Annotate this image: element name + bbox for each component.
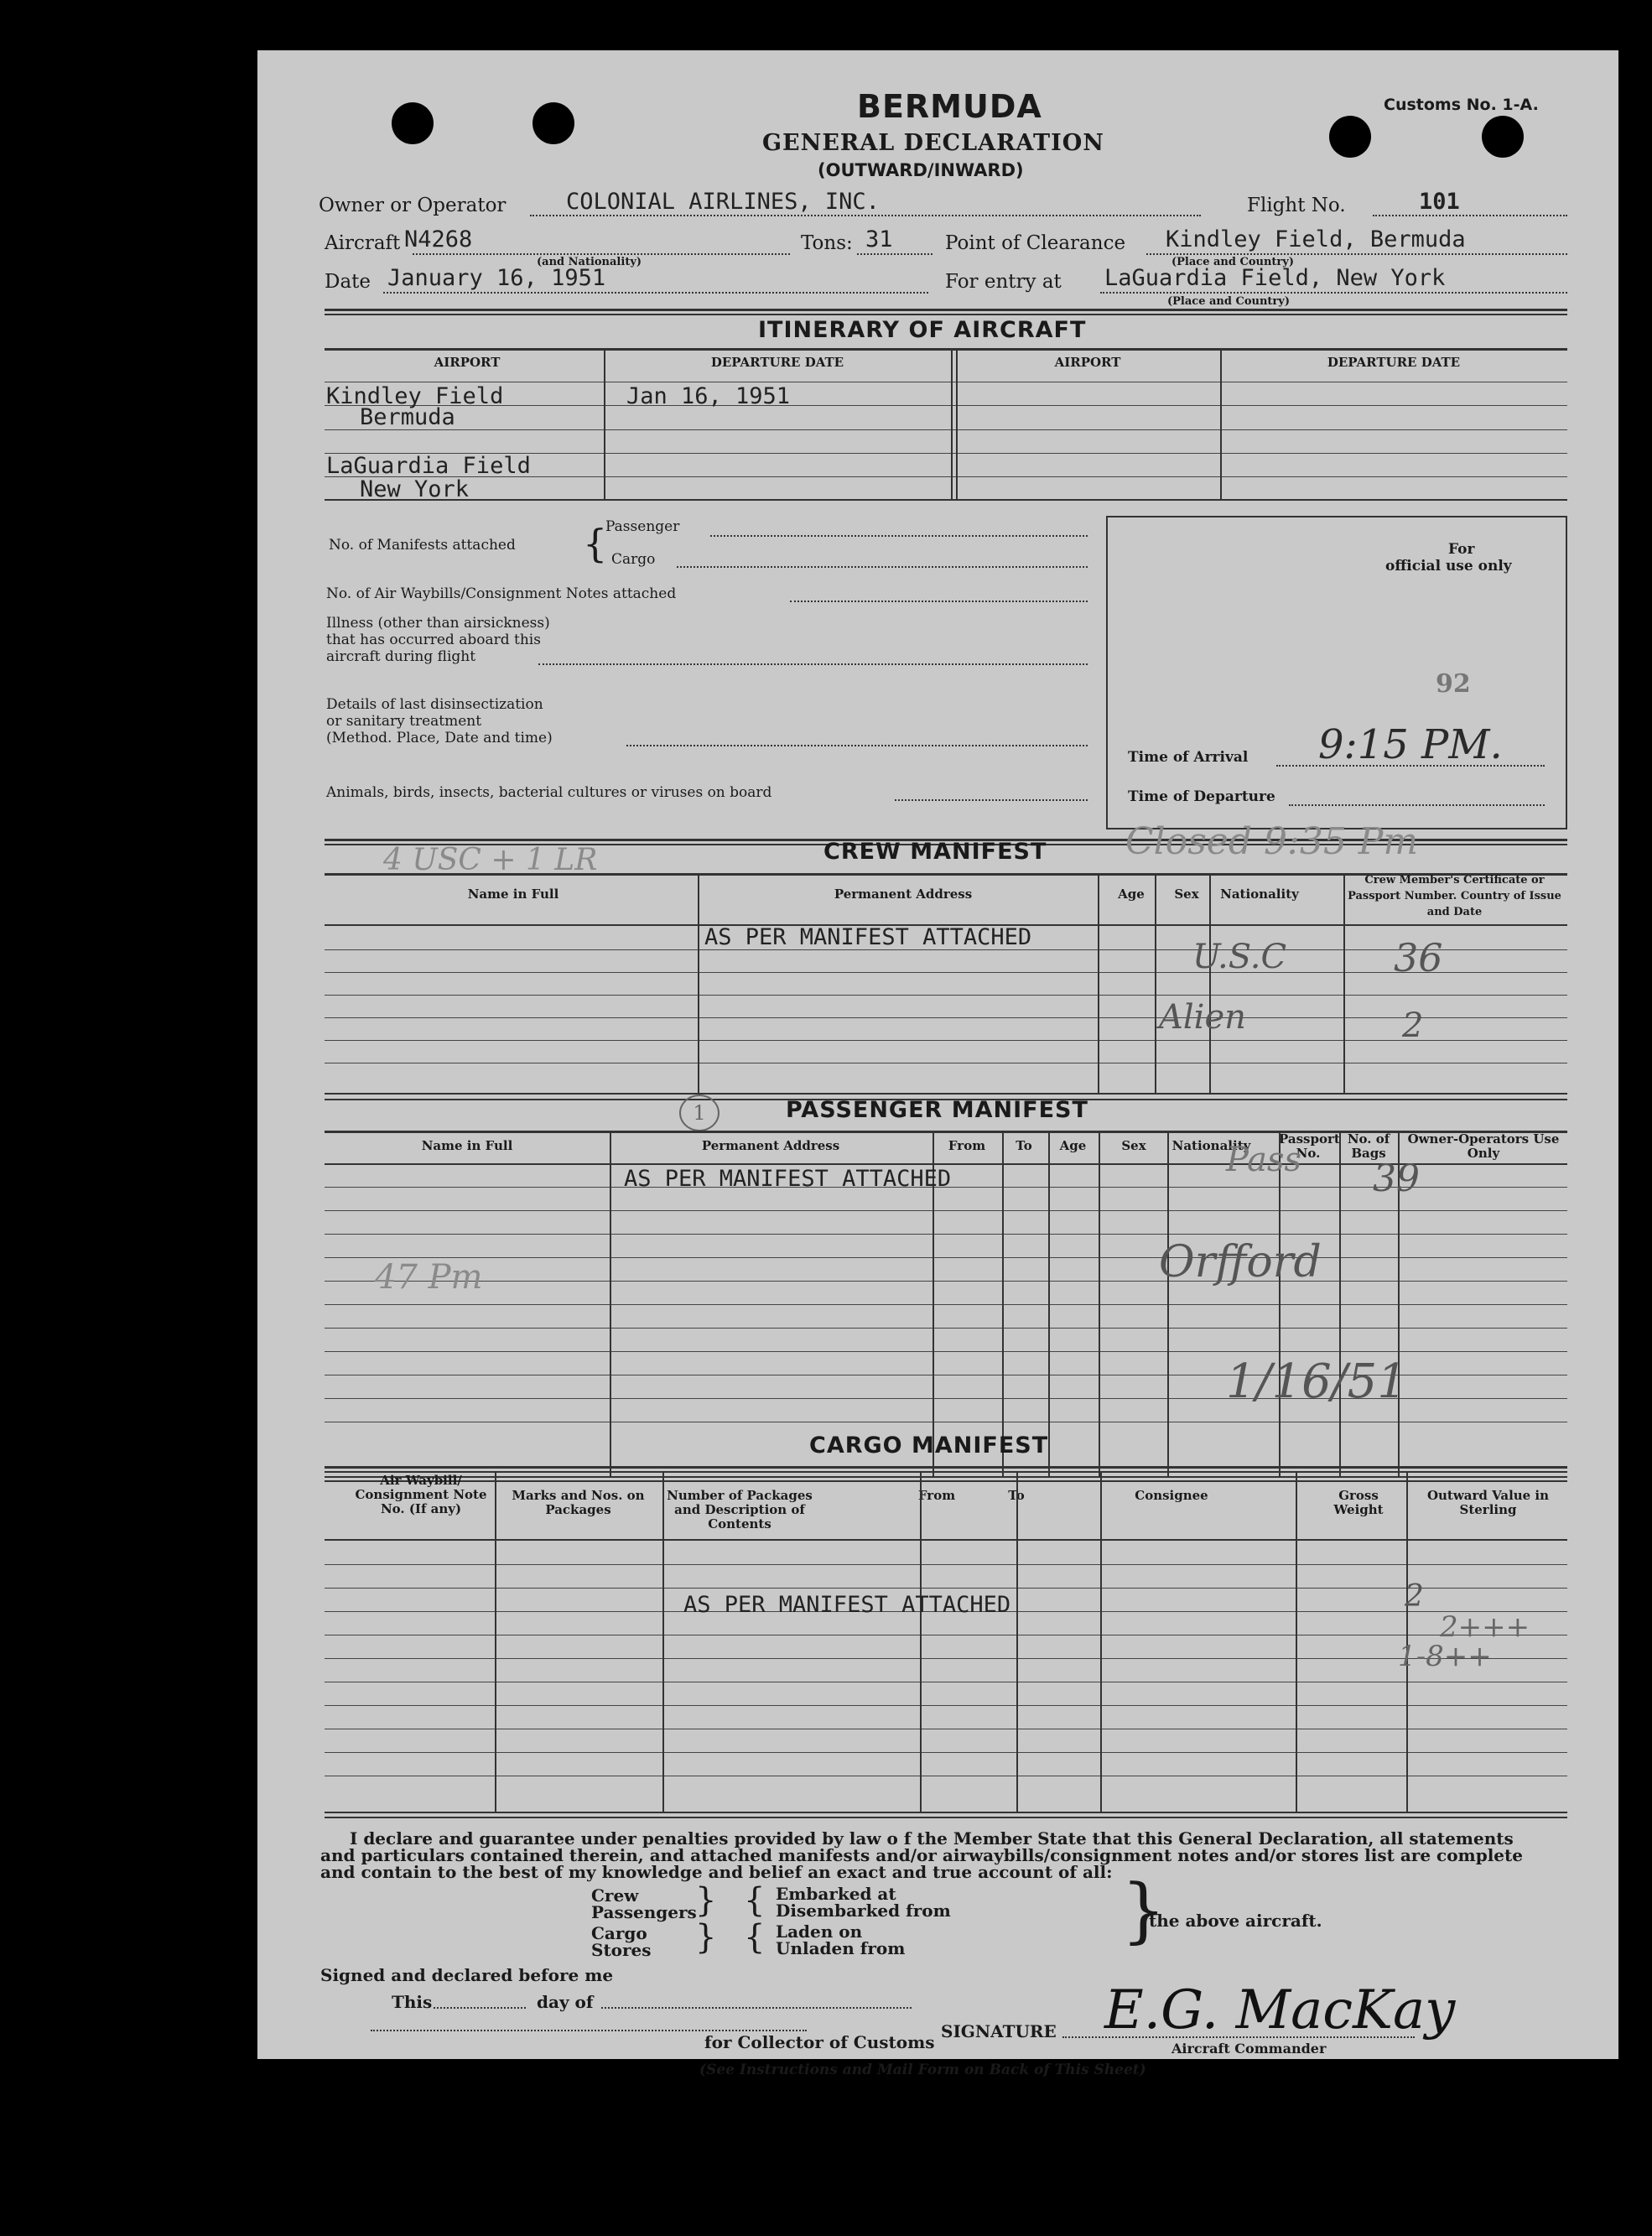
entry-value: LaGuardia Field, New York xyxy=(1104,265,1446,291)
cargo-attached: AS PER MANIFEST ATTACHED xyxy=(683,1592,1011,1618)
punch-hole xyxy=(1482,116,1524,158)
date-label: Date xyxy=(325,271,371,293)
manifests-label: No. of Manifests attached xyxy=(329,537,516,554)
passenger-note-bags: 39 xyxy=(1373,1157,1420,1200)
date-value: January 16, 1951 xyxy=(387,265,606,291)
departure-label: Time of Departure xyxy=(1128,788,1275,805)
tons-value: 31 xyxy=(865,226,893,252)
itin-row2-airport: LaGuardia Field xyxy=(326,453,531,479)
crew-header-age: Age xyxy=(1118,887,1145,902)
punch-hole xyxy=(532,102,574,144)
itin-header-date-2: DEPARTURE DATE xyxy=(1327,355,1461,370)
pass-header-name: Name in Full xyxy=(421,1138,513,1153)
illness-line-3: aircraft during flight xyxy=(326,648,476,665)
illness-line-2: that has occurred aboard this xyxy=(326,632,541,648)
itin-header-airport-2: AIRPORT xyxy=(1054,355,1121,370)
pass-header-sex: Sex xyxy=(1121,1138,1146,1153)
aircraft-value: N4268 xyxy=(404,226,473,252)
cargo-header-consignee: Consignee xyxy=(1135,1488,1208,1503)
animals-label: Animals, birds, insects, bacterial cultures or viruses on board xyxy=(326,784,772,801)
signature-label: SIGNATURE xyxy=(941,2021,1057,2041)
pass-header-owner: Owner-Operators Use Only xyxy=(1407,1131,1560,1161)
crew-header-address: Permanent Address xyxy=(834,887,973,902)
punch-hole xyxy=(392,102,434,144)
itin-row1-airport2: Bermuda xyxy=(360,404,455,430)
above-aircraft: the above aircraft. xyxy=(1149,1911,1322,1931)
list-passengers: Passengers xyxy=(591,1902,697,1922)
manifests-brace: { xyxy=(583,521,608,566)
crew-header-certificate: Crew Member's Certificate or Passport Number. Country of Issue and Date xyxy=(1348,874,1561,918)
declaration-line-1: I declare and guarantee under penalties provided by law o f the Member State that this General Declaration, all statements xyxy=(350,1828,1514,1849)
list-cargo: Cargo xyxy=(591,1923,647,1943)
crew-note-usc: U.S.C xyxy=(1192,938,1287,976)
crew-note-count-2: 2 xyxy=(1402,1006,1424,1045)
day-of-label: day of xyxy=(537,1992,594,2012)
cargo-header-waybill: Air Waybill/ Consignment Note No. (If any) xyxy=(355,1473,487,1516)
cargo-header-value: Outward Value in Sterling xyxy=(1426,1488,1550,1517)
cargo-header-weight: Gross Weight xyxy=(1333,1488,1384,1517)
crew-note-count-1: 36 xyxy=(1394,935,1443,980)
owner-label: Owner or Operator xyxy=(319,195,507,216)
passenger-note-pass: Pass xyxy=(1226,1141,1302,1179)
declaration-line-3: and contain to the best of my knowledge and belief an exact and true account of all: xyxy=(320,1862,1113,1882)
tons-label: Tons: xyxy=(801,232,853,254)
form-subtitle2: (OUTWARD/INWARD) xyxy=(818,160,1024,180)
passenger-note-left: 47 Pm xyxy=(375,1258,483,1297)
closed-note: Closed 9:35 Pm xyxy=(1125,820,1419,863)
form-title: BERMUDA xyxy=(857,88,1042,125)
crew-title: CREW MANIFEST xyxy=(823,839,1047,865)
cargo-title: CARGO MANIFEST xyxy=(809,1433,1049,1459)
punch-hole xyxy=(1329,116,1371,158)
declaration-sheet xyxy=(257,50,1618,2078)
aircraft-note: (and Nationality) xyxy=(537,256,642,268)
passenger-circle-note xyxy=(679,1095,720,1131)
form-subtitle: GENERAL DECLARATION xyxy=(762,130,1104,156)
flight-value: 101 xyxy=(1419,189,1460,215)
list-crew: Crew xyxy=(591,1885,639,1906)
brace-aircraft: } xyxy=(1121,1869,1166,1951)
passenger-circle-number: 1 xyxy=(693,1101,706,1125)
illness-line-1: Illness (other than airsickness) xyxy=(326,615,550,632)
itinerary-title: ITINERARY OF AIRCRAFT xyxy=(758,317,1087,343)
disinsect-line-3: (Method. Place, Date and time) xyxy=(326,730,553,746)
crew-count-note: 4 USC + 1 LR xyxy=(383,843,598,877)
cargo-note-1: 2 xyxy=(1405,1579,1424,1614)
brace-embarked: { xyxy=(744,1881,766,1920)
list-stores: Stores xyxy=(591,1940,652,1960)
pass-header-age: Age xyxy=(1059,1138,1087,1153)
place-note-2: (Place and Country) xyxy=(1167,295,1290,308)
cargo-header-to: To xyxy=(1008,1488,1025,1503)
passenger-attached: AS PER MANIFEST ATTACHED xyxy=(624,1166,952,1192)
owner-value: COLONIAL AIRLINES, INC. xyxy=(566,189,880,215)
commander-signature: E.G. MacKay xyxy=(1104,1979,1456,2041)
pass-header-bags: No. of Bags xyxy=(1347,1131,1390,1161)
waybills-label: No. of Air Waybills/Consignment Notes attached xyxy=(326,585,677,602)
arrival-value: 9:15 PM. xyxy=(1318,721,1503,768)
pass-header-passport: Passport No. xyxy=(1279,1131,1340,1161)
list-laden: Laden on xyxy=(776,1921,863,1942)
pass-header-from: From xyxy=(948,1138,986,1153)
brace-crew-passengers: } xyxy=(695,1881,717,1920)
cargo-header-marks: Marks and Nos. on Packages xyxy=(512,1488,645,1517)
itin-row1-date: Jan 16, 1951 xyxy=(626,383,791,409)
passenger-title: PASSENGER MANIFEST xyxy=(786,1097,1088,1123)
pass-header-nationality: Nationality xyxy=(1171,1138,1251,1153)
crew-header-nationality: Nationality xyxy=(1220,887,1299,902)
brace-laden: { xyxy=(744,1918,766,1957)
pass-header-address: Permanent Address xyxy=(701,1138,840,1153)
official-stamp-number: 92 xyxy=(1436,669,1471,699)
crew-note-alien: Alien xyxy=(1159,998,1246,1037)
list-disembarked: Disembarked from xyxy=(776,1901,951,1921)
crew-header-name: Name in Full xyxy=(467,887,559,902)
manifests-passenger: Passenger xyxy=(605,518,680,535)
this-label: This xyxy=(392,1992,433,2012)
passenger-note-sign: Orfford xyxy=(1159,1237,1322,1287)
cargo-header-from: From xyxy=(917,1488,956,1503)
disinsect-line-1: Details of last disinsectization xyxy=(326,696,543,713)
cargo-note-2: 2+++ xyxy=(1440,1610,1530,1644)
cargo-note-3: 1-8++ xyxy=(1398,1640,1492,1673)
clearance-label: Point of Clearance xyxy=(945,232,1126,254)
cargo-header-packages: Number of Packages and Description of Contents xyxy=(667,1488,813,1531)
instructions-note: (See Instructions and Mail Form on Back of This Sheet) xyxy=(699,2062,1146,2078)
signed-declared: Signed and declared before me xyxy=(320,1965,614,1985)
crew-attached: AS PER MANIFEST ATTACHED xyxy=(704,924,1032,950)
flight-label: Flight No. xyxy=(1247,195,1346,216)
aircraft-label: Aircraft xyxy=(325,232,401,254)
collector-label: for Collector of Customs xyxy=(704,2032,935,2052)
brace-cargo-stores: } xyxy=(695,1918,717,1957)
itin-header-airport-1: AIRPORT xyxy=(434,355,501,370)
itin-row1-airport: Kindley Field xyxy=(326,383,504,409)
passenger-note-date: 1/16/51 xyxy=(1226,1355,1407,1409)
place-note-1: (Place and Country) xyxy=(1171,256,1294,268)
manifests-cargo: Cargo xyxy=(611,551,656,568)
official-line-1: For xyxy=(1448,541,1475,558)
itin-header-date-1: DEPARTURE DATE xyxy=(710,355,844,370)
list-embarked: Embarked at xyxy=(776,1884,896,1904)
clearance-value: Kindley Field, Bermuda xyxy=(1166,226,1466,252)
pass-header-to: To xyxy=(1016,1138,1032,1153)
crew-header-sex: Sex xyxy=(1174,887,1199,902)
itin-row2-airport2: New York xyxy=(360,476,470,502)
list-unladen: Unladen from xyxy=(776,1938,906,1958)
commander-label: Aircraft Commander xyxy=(1171,2041,1327,2057)
declaration-line-2: and particulars contained therein, and attached manifests and/or airwaybills/consignment notes and/or stores list are complete xyxy=(320,1845,1523,1865)
official-line-2: official use only xyxy=(1385,558,1512,575)
disinsect-line-2: or sanitary treatment xyxy=(326,713,482,730)
entry-label: For entry at xyxy=(945,271,1062,293)
arrival-label: Time of Arrival xyxy=(1128,749,1249,766)
form-number: Customs No. 1-A. xyxy=(1384,96,1539,114)
